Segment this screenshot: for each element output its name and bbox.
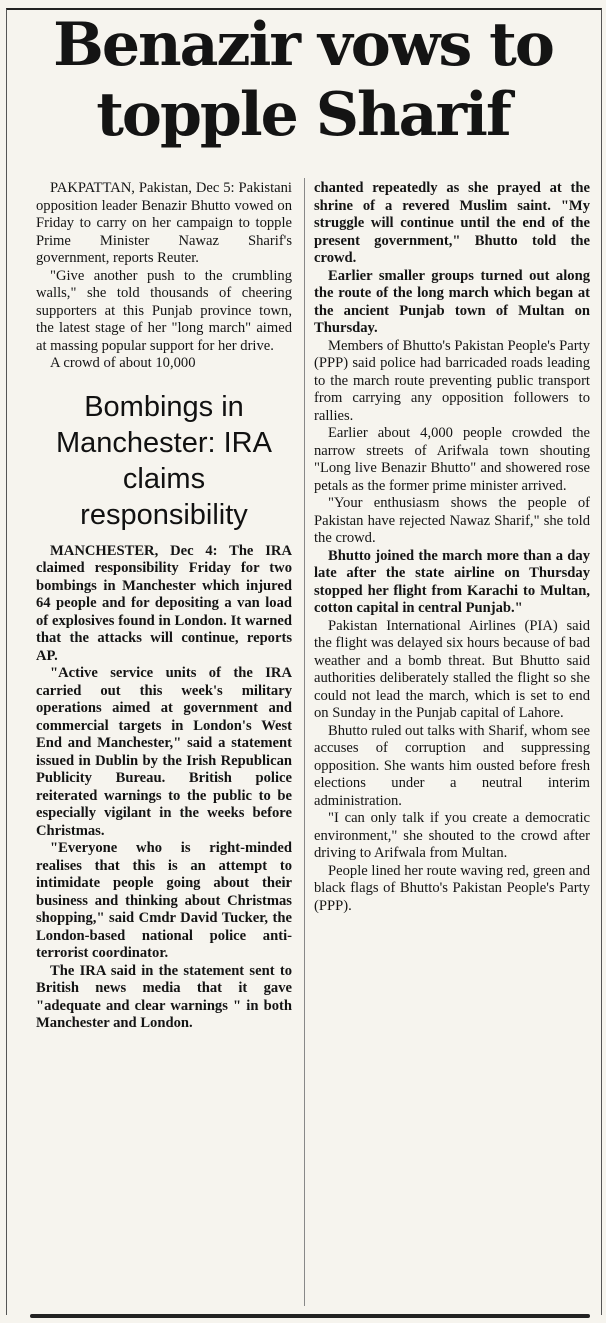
story2-subhead: Bombings in Manchester: IRA claims responsibility: [56, 390, 272, 531]
headline: Benazir vows to topple Sharif: [53, 10, 553, 150]
story2-paragraph: "Active service units of the IRA carried out this week's military operations aimed at government and commercial targets in London's West End and Manchester," said a statement issued in Dublin by the Irish Republican Publicity Bureau. British police reiterated warnings to the public to be especially vigilant in the weeks before Christmas.: [36, 665, 292, 839]
left-column: [36, 180, 292, 1033]
story1-paragraph: "Give another push to the crumbling walls," she told thousands of cheering supporters at this Punjab province town, the latest stage of her "long march" aimed at massing popular support for her drive.: [36, 267, 292, 354]
story1-paragraph: chanted repeatedly as she prayed at the shrine of a revered Muslim saint. "My struggle will continue until the end of the present government," Bhutto told the crowd.: [314, 180, 590, 266]
story1-paragraph: Bhutto ruled out talks with Sharif, whom see accuses of corruption and suppressing opposition. She wants him ousted before fresh elections under a neutral interim administration.: [314, 722, 590, 809]
bottom-rule: [30, 1314, 590, 1318]
story1-paragraph: "Your enthusiasm shows the people of Pakistan have rejected Nawaz Sharif," she told the crowd.: [314, 495, 590, 546]
story1-paragraph: Pakistan International Airlines (PIA) said the flight was delayed six hours because of bad weather and a bomb threat. But Bhutto said authorities deliberately stalled the flight so she could not lead the march, which is set to end on Sunday in the Punjab capital of Lahore.: [314, 617, 590, 721]
right-column: [314, 180, 590, 915]
story1-paragraph: Bhutto joined the march more than a day late after the state airline on Thursday stopped her flight from Karachi to Multan, cotton capital in central Punjab.": [314, 547, 590, 616]
story2-paragraph: "Everyone who is right-minded realises that this is an attempt to intimidate people going about their business and thinking about Christmas shopping," said Cmdr David Tucker, the London-based national police anti-terrorist coordinator.: [36, 840, 292, 961]
story2-paragraph: MANCHESTER, Dec 4: The IRA claimed responsibility Friday for two bombings in Manchester which injured 64 people and for depositing a van load of explosives found in London. It warned that the attacks will continue, reports AP.: [36, 542, 292, 664]
story1-paragraph: Earlier smaller groups turned out along the route of the long march which began at the ancient Punjab town of Multan on Thursday.: [314, 267, 590, 336]
column-divider: [304, 178, 305, 1306]
story1-paragraph: Earlier about 4,000 people crowded the narrow streets of Arifwala town shouting "Long live Benazir Bhutto" and showered rose petals as the former prime minister arrived.: [314, 425, 590, 494]
story1-paragraph: People lined her route waving red, green and black flags of Bhutto's Pakistan People's Party (PPP).: [314, 862, 590, 914]
story1-paragraph: PAKPATTAN, Pakistan, Dec 5: Pakistani opposition leader Benazir Bhutto vowed on Friday to carry on her campaign to topple Prime Minister Nawaz Sharif's government, reports Reuter.: [36, 180, 292, 266]
story1-paragraph: Members of Bhutto's Pakistan People's Party (PPP) said police had barricaded roads leading to the march route preventing public transport from carrying any opposition followers to rallies.: [314, 337, 590, 424]
story1-paragraph: A crowd of about 10,000: [50, 355, 196, 371]
story1-paragraph: "I can only talk if you create a democratic environment," she shouted to the crowd after driving to Arifwala from Multan.: [314, 810, 590, 861]
story2-paragraph: The IRA said in the statement sent to British news media that it gave "adequate and clear warnings " in both Manchester and London.: [36, 962, 292, 1031]
